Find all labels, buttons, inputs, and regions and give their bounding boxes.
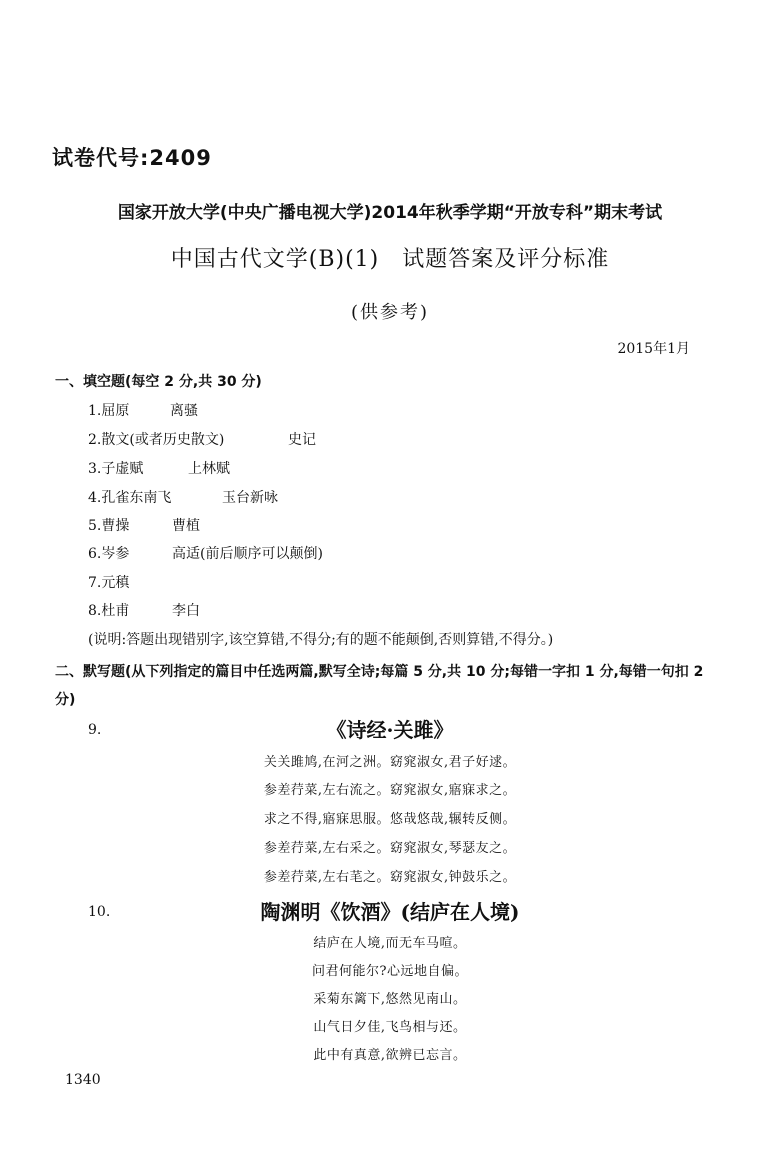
- list-item: [88, 458, 230, 478]
- question: 3.子虚赋: [88, 461, 144, 477]
- poem-line: 求之不得,寤寐思服。悠哉悠哉,辗转反侧。: [263, 812, 517, 827]
- page-number: 1340: [65, 1072, 101, 1088]
- paper-code: 试卷代号:2409: [52, 146, 212, 170]
- list-item: [88, 487, 278, 507]
- poem-line: 此中有真意,欲辨已忘言。: [313, 1048, 467, 1063]
- poem-title: 陶渊明《饮酒》(结庐在人境): [260, 900, 520, 924]
- answer: 高适(前后顺序可以颠倒): [172, 546, 323, 562]
- answer: 玉台新咏: [222, 490, 278, 506]
- question: 8.杜甫: [88, 603, 130, 619]
- question-number: 9.: [88, 722, 102, 738]
- poem-line: 结庐在人境,而无车马喧。: [313, 936, 467, 951]
- poem-line: 关关雎鸠,在河之洲。窈窕淑女,君子好逑。: [263, 755, 517, 770]
- answer: 曹植: [172, 518, 200, 534]
- question: 5.曹操: [88, 518, 130, 534]
- question: 4.孔雀东南飞: [88, 490, 172, 506]
- poem-line: 问君何能尔?心远地自偏。: [312, 964, 468, 979]
- section-1-heading: 一、填空题(每空 2 分,共 30 分): [55, 374, 262, 390]
- answer: 离骚: [170, 403, 198, 419]
- list-item: [88, 600, 200, 620]
- question: 1.屈原: [88, 403, 130, 419]
- list-item: [88, 400, 198, 420]
- exam-header: 国家开放大学(中央广播电视大学)2014年秋季学期“开放专科”期末考试: [117, 203, 663, 223]
- question: 2.散文(或者历史散文): [88, 432, 225, 448]
- section-2-heading: 二、默写题(从下列指定的篇目中任选两篇,默写全诗;每篇 5 分,共 10 分;每错一字扣 1 分,每错一句扣 2 分): [55, 664, 704, 708]
- poem-line: 参差荇菜,左右流之。窈窕淑女,寤寐求之。: [263, 783, 517, 798]
- answer: 李白: [172, 603, 200, 619]
- poem-line: 采菊东篱下,悠然见南山。: [313, 992, 467, 1007]
- exam-date: 2015年1月: [617, 341, 690, 357]
- poem-line: 参差荇菜,左右芼之。窈窕淑女,钟鼓乐之。: [263, 870, 517, 885]
- poem-line: 参差荇菜,左右采之。窈窕淑女,琴瑟友之。: [263, 841, 517, 856]
- answer: 史记: [288, 432, 316, 448]
- list-item: [88, 543, 323, 563]
- list-item: [88, 572, 172, 592]
- answer: 上林赋: [188, 461, 230, 477]
- page-title: 中国古代文学(B)(1) 试题答案及评分标准: [170, 247, 610, 272]
- question: 7.元稹: [88, 575, 130, 591]
- scoring-note: (说明:答题出现错别字,该空算错,不得分;有的题不能颠倒,否则算错,不得分。): [88, 632, 554, 648]
- list-item: [88, 515, 200, 535]
- poem-line: 山气日夕佳,飞鸟相与还。: [313, 1020, 467, 1035]
- poem-title: 《诗经·关雎》: [326, 718, 454, 742]
- question: 6.岑参: [88, 546, 130, 562]
- list-item: [88, 429, 316, 449]
- page-subtitle: (供参考): [350, 302, 430, 323]
- question-number: 10.: [88, 904, 111, 920]
